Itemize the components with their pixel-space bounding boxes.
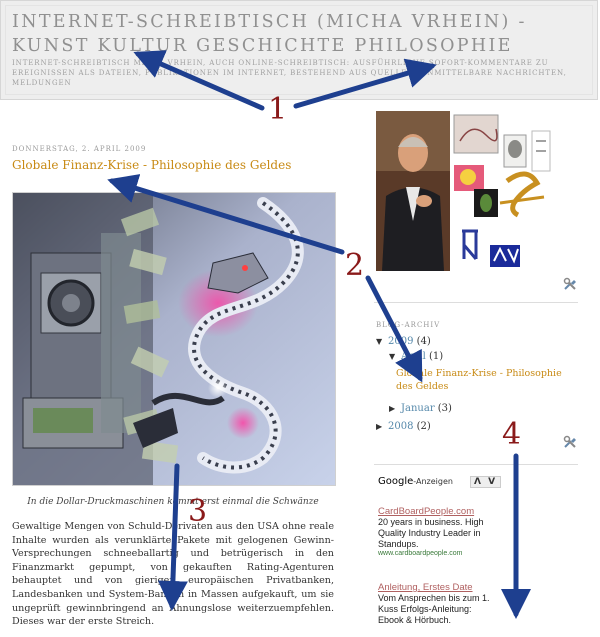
- archive-year-2008-count: (2): [416, 421, 431, 432]
- archive-heading: BLOG-ARCHIV: [376, 321, 441, 329]
- archive-month-januar-count: (3): [437, 403, 452, 414]
- anzeigen-label: -Anzeigen: [413, 477, 453, 486]
- sidebar-separator: [374, 464, 578, 465]
- profile-art-collage[interactable]: [452, 111, 552, 271]
- annotation-marker-3: 3: [188, 494, 208, 529]
- archive-month-januar[interactable]: [389, 403, 452, 414]
- profile-photo-illustration: [376, 111, 450, 271]
- ad-title[interactable]: Anleitung, Erstes Date: [378, 582, 473, 593]
- triangle-right-icon[interactable]: ▶: [389, 404, 396, 413]
- ad-item[interactable]: [378, 582, 498, 626]
- annotation-marker-2: 2: [345, 248, 365, 283]
- triangle-right-icon[interactable]: ▶: [376, 422, 383, 431]
- archive-month-april-count: (1): [429, 351, 444, 362]
- triangle-down-icon[interactable]: ▼: [376, 337, 383, 346]
- post-title[interactable]: Globale Finanz-Krise - Philosophie des Geldes: [12, 158, 292, 172]
- archive-year-2008[interactable]: [376, 421, 431, 432]
- post-body: Gewaltige Mengen von Schuld-Derivaten aus den USA ohne reale Inhalte wurden als verunklärte Pakete mit gelogenen Gewinn-Versprechungen schneeballartig und betrügerisch in den Finanzmarkt gepumpt, von gekauften Rating-Agenturen behauptet und von gierigen europäischen Privatbanken, Landesbanken und System-Banken in Massen aufgekauft, um sie ungeprüft gewinnbringend an Ahnungslose weiterzuempfehlen. Dieses war der erste Streich.: [12, 521, 334, 628]
- archive-year-2009[interactable]: [376, 336, 431, 347]
- archive-post-link[interactable]: Globale Finanz-Krise - Philosophie des Geldes: [396, 368, 562, 392]
- ad-url[interactable]: www.cardboardpeople.com: [378, 550, 463, 557]
- archive-month-april-label[interactable]: April: [401, 351, 426, 362]
- ads-nav-arrows[interactable]: Λ V: [470, 476, 501, 488]
- archive-month-januar-label[interactable]: Januar: [401, 403, 435, 414]
- triangle-down-icon[interactable]: ▼: [389, 352, 396, 361]
- google-logo-text: Google: [378, 476, 414, 487]
- archive-year-2009-count: (4): [416, 336, 431, 347]
- post-date: DONNERSTAG, 2. APRIL 2009: [12, 145, 147, 153]
- archive-month-april[interactable]: [389, 351, 443, 362]
- post-image-dragon-money-press: [12, 192, 336, 486]
- ad-text: Vom Ansprechen bis zum 1. Kuss Erfolgs-Anleitung: Ebook & Hörbuch.: [378, 593, 490, 625]
- image-caption: In die Dollar-Druckmaschinen kommt erst einmal die Schwänze: [27, 497, 319, 507]
- annotation-marker-4: 4: [502, 417, 522, 452]
- profile-photo[interactable]: [376, 111, 450, 271]
- google-ads-box: [378, 476, 578, 625]
- ad-text: 20 years in business. High Quality Industry Leader in Standups.: [378, 517, 484, 549]
- blog-description: INTERNET-SCHREIBTISCH MICHA VRHEIN, AUCH ONLINE-SCHREIBTISCH: AUSFÜHRLICHE SOFORT-KOMMENTARE ZU EREIGNISSEN ALS DATEIEN, PUBLIKATIONEN IM INTERNET, BESTEHEND AUS QUELLEN: UNMITTELBARE NACHRICHTEN, MELDUNGEN: [12, 59, 567, 87]
- wrench-screwdriver-icon[interactable]: [563, 434, 577, 448]
- archive-year-2008-label[interactable]: 2008: [388, 421, 414, 432]
- archive-year-2009-label[interactable]: 2009: [388, 336, 414, 347]
- collage-illustration: [452, 111, 552, 271]
- annotation-marker-1: 1: [268, 92, 288, 127]
- wrench-screwdriver-icon[interactable]: [563, 276, 577, 290]
- ad-item[interactable]: [378, 506, 498, 557]
- sidebar-separator: [374, 302, 578, 303]
- ad-title[interactable]: CardBoardPeople.com: [378, 506, 475, 517]
- blog-title[interactable]: INTERNET-SCHREIBTISCH (MICHA VRHEIN) - KUNST KULTUR GESCHICHTE PHILOSOPHIE: [12, 12, 527, 56]
- post-image-illustration: [13, 193, 335, 485]
